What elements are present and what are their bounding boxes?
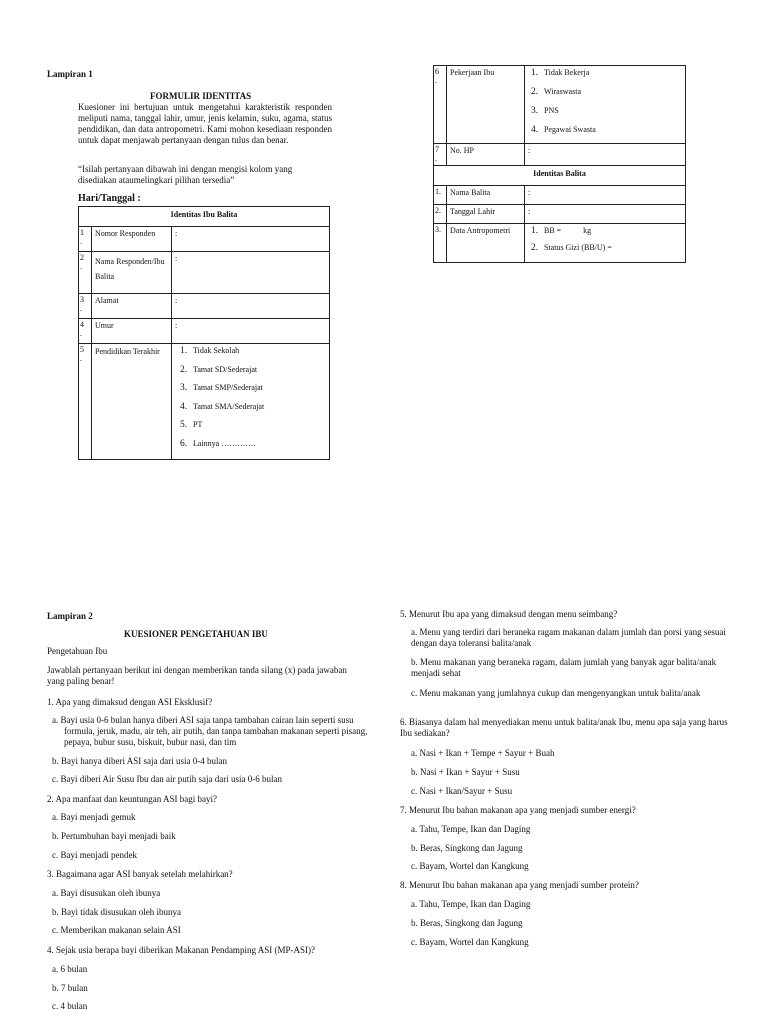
pendidikan-options <box>172 344 330 460</box>
answer-option[interactable]: c. Bayi diberi Air Susu Ibu dan air putih saja dari usia 0-6 bulan <box>52 774 282 784</box>
table-row <box>79 319 330 344</box>
instruction-text: Jawablah pertanyaan berikut ini dengan memberikan tanda silang (x) pada jawaban yang paling benar! <box>47 665 347 686</box>
option-item[interactable]: 3. Tamat SMP/Sederajat <box>180 383 263 393</box>
row-label: Nomor Responden <box>92 227 172 252</box>
row-value[interactable]: : <box>172 319 330 344</box>
answer-option[interactable]: b. Beras, Singkong dan Jagung <box>411 843 523 853</box>
instruction-text: “Isilah pertanyaan dibawah ini dengan mengisi kolom yang disediakan ataumelingkari pilihan tersedia” <box>78 164 293 185</box>
table-row <box>79 344 330 460</box>
row-label: Umur <box>92 319 172 344</box>
option-item[interactable]: 1. Tidak Bekerja <box>531 68 590 78</box>
table-row <box>434 66 686 144</box>
option-item[interactable]: 2. Wiraswasta <box>531 87 581 97</box>
antropometri-options <box>525 224 686 263</box>
answer-option[interactable]: a. Bayi usia 0-6 bulan hanya diberi ASI saja tanpa tambahan cairan lain seperti susu formula, jeruk, madu, air teh, air putih, dan tanpa tambahan makanan seperti pisang, pepaya, bubur susu, biskuit, bubur nasi, dan tim <box>52 715 368 747</box>
row-number: 4 . <box>79 319 92 344</box>
answer-option[interactable]: a. Nasi + Ikan + Tempe + Sayur + Buah <box>411 748 555 758</box>
row-value[interactable]: : <box>525 186 686 205</box>
option-item[interactable]: 3. PNS <box>531 106 559 116</box>
answer-option[interactable]: a. Bayi menjadi gemuk <box>52 812 136 822</box>
answer-option[interactable]: b. Bayi hanya diberi ASI saja dari usia 0-4 bulan <box>52 756 227 766</box>
answer-option[interactable]: c. Memberikan makanan selain ASI <box>52 925 181 935</box>
answer-option[interactable]: a. 6 bulan <box>52 964 88 974</box>
question-6: 6. Biasanya dalam hal menyediakan menu untuk balita/anak Ibu, menu apa saja yang harus Ibu sediakan? <box>400 717 728 738</box>
intro-paragraph: Kuesioner ini bertujuan untuk mengetahui karakteristik responden meliputi nama, tanggal lahir, umur, jenis kelamin, suku, agama, status pendidikan, dan data antropometri. Kami mohon kesediaan responden untuk dapat menjawab pertanyaan dengan tulus dan benar. <box>78 102 332 145</box>
row-value[interactable]: : <box>525 205 686 224</box>
identitas-lanjutan-table <box>433 65 686 263</box>
row-number: 7 . <box>434 144 447 166</box>
row-number: 3 . <box>79 294 92 319</box>
option-item[interactable]: 2. Tamat SD/Sederajat <box>180 364 258 375</box>
pekerjaan-options <box>525 66 686 144</box>
question-3: 3. Bagaimana agar ASI banyak setelah melahirkan? <box>47 869 233 879</box>
option-item[interactable]: 6. Lainnya …………. <box>180 438 256 449</box>
section-label: Pengetahuan Ibu <box>47 646 108 656</box>
answer-option[interactable]: b. 7 bulan <box>52 983 88 993</box>
option-item[interactable]: 5. PT <box>180 420 203 430</box>
option-item[interactable]: 4. Pegawai Swasta <box>531 125 596 135</box>
table-row <box>434 205 686 224</box>
row-value[interactable]: : <box>172 227 330 252</box>
row-label: Alamat <box>92 294 172 319</box>
formulir-title: FORMULIR IDENTITAS <box>150 91 252 101</box>
table-row <box>79 252 330 294</box>
identitas-ibu-table <box>78 206 330 460</box>
question-8: 8. Menurut Ibu bahan makanan apa yang menjadi sumber protein? <box>400 880 639 890</box>
answer-option[interactable]: b. Bayi tidak disusukan oleh ibunya <box>52 907 181 917</box>
answer-option[interactable]: c. 4 bulan <box>52 1001 88 1011</box>
question-1: 1. Apa yang dimaksud dengan ASI Eksklusif? <box>47 697 213 707</box>
row-number: 5 . <box>79 344 92 460</box>
row-value[interactable]: : <box>525 144 686 166</box>
option-item[interactable]: 4. Tamat SMA/Sederajat <box>180 401 265 412</box>
table-row <box>434 144 686 166</box>
table-row <box>434 224 686 263</box>
answer-option[interactable]: b. Nasi + Ikan + Sayur + Susu <box>411 767 520 777</box>
identitas-ibu-header: Identitas Ibu Balita <box>79 207 330 227</box>
answer-option[interactable]: a. Tahu, Tempe, Ikan dan Daging <box>411 899 531 909</box>
lampiran-2-label: Lampiran 2 <box>47 611 93 621</box>
table-row <box>434 186 686 205</box>
identitas-balita-header: Identitas Balita <box>434 166 686 186</box>
option-item[interactable]: 2. Status Gizi (BB/U) = <box>531 243 612 253</box>
row-number: 2. <box>434 205 447 224</box>
answer-option[interactable]: a. Tahu, Tempe, Ikan dan Daging <box>411 824 531 834</box>
answer-option[interactable]: b. Pertumbuhan bayi menjadi baik <box>52 831 176 841</box>
row-label: Pekerjaan Ibu <box>447 66 525 144</box>
row-value[interactable]: : <box>172 294 330 319</box>
row-value[interactable]: : <box>172 252 330 294</box>
table-row <box>79 227 330 252</box>
table-row <box>79 294 330 319</box>
answer-option[interactable]: c. Bayam, Wortel dan Kangkung <box>411 861 529 871</box>
row-label: Data Antropometri <box>447 224 525 263</box>
question-2: 2. Apa manfaat dan keuntungan ASI bagi bayi? <box>47 794 217 804</box>
option-item[interactable]: 1. BB = kg <box>531 226 592 236</box>
row-number: 2 . <box>79 252 92 294</box>
answer-option[interactable]: c. Bayi menjadi pendek <box>52 850 137 860</box>
row-number: 6 . <box>434 66 447 144</box>
answer-option[interactable]: c. Menu makanan yang jumlahnya cukup dan mengenyangkan untuk balita/anak <box>411 688 701 698</box>
row-number: 3. <box>434 224 447 263</box>
answer-option[interactable]: c. Nasi + Ikan/Sayur + Susu <box>411 786 513 796</box>
answer-option[interactable]: a. Bayi disusukan oleh ibunya <box>52 888 161 898</box>
kuesioner-title: KUESIONER PENGETAHUAN IBU <box>124 629 268 639</box>
answer-option[interactable]: c. Bayam, Wortel dan Kangkung <box>411 937 529 947</box>
option-item[interactable]: 1. Tidak Sekolah <box>180 346 240 356</box>
question-4: 4. Sejak usia berapa bayi diberikan Makanan Pendamping ASI (MP-ASI)? <box>47 945 315 955</box>
row-label: No. HP <box>447 144 525 166</box>
lampiran-1-label: Lampiran 1 <box>47 69 93 79</box>
row-label: Tanggal Lahir <box>447 205 525 224</box>
row-number: 1 . <box>79 227 92 252</box>
answer-option[interactable]: b. Menu makanan yang beraneka ragam, dalam jumlah yang banyak agar balita/anak menjadi sehat <box>411 657 717 678</box>
row-number: 1. <box>434 186 447 205</box>
row-label: Nama Balita <box>447 186 525 205</box>
date-label: Hari/Tanggal : <box>78 193 141 204</box>
question-5: 5. Menurut Ibu apa yang dimaksud dengan menu seimbang? <box>400 609 618 619</box>
row-label: Nama Responden/Ibu Balita <box>92 252 172 294</box>
row-label: Pendidikan Terakhir <box>92 344 172 460</box>
answer-option[interactable]: b. Beras, Singkong dan Jagung <box>411 918 523 928</box>
answer-option[interactable]: a. Menu yang terdiri dari beraneka ragam makanan dalam jumlah dan porsi yang sesuai dengan daya toleransi balita/anak <box>411 627 726 648</box>
question-7: 7. Menurut Ibu bahan makanan apa yang menjadi sumber energi? <box>400 805 636 815</box>
